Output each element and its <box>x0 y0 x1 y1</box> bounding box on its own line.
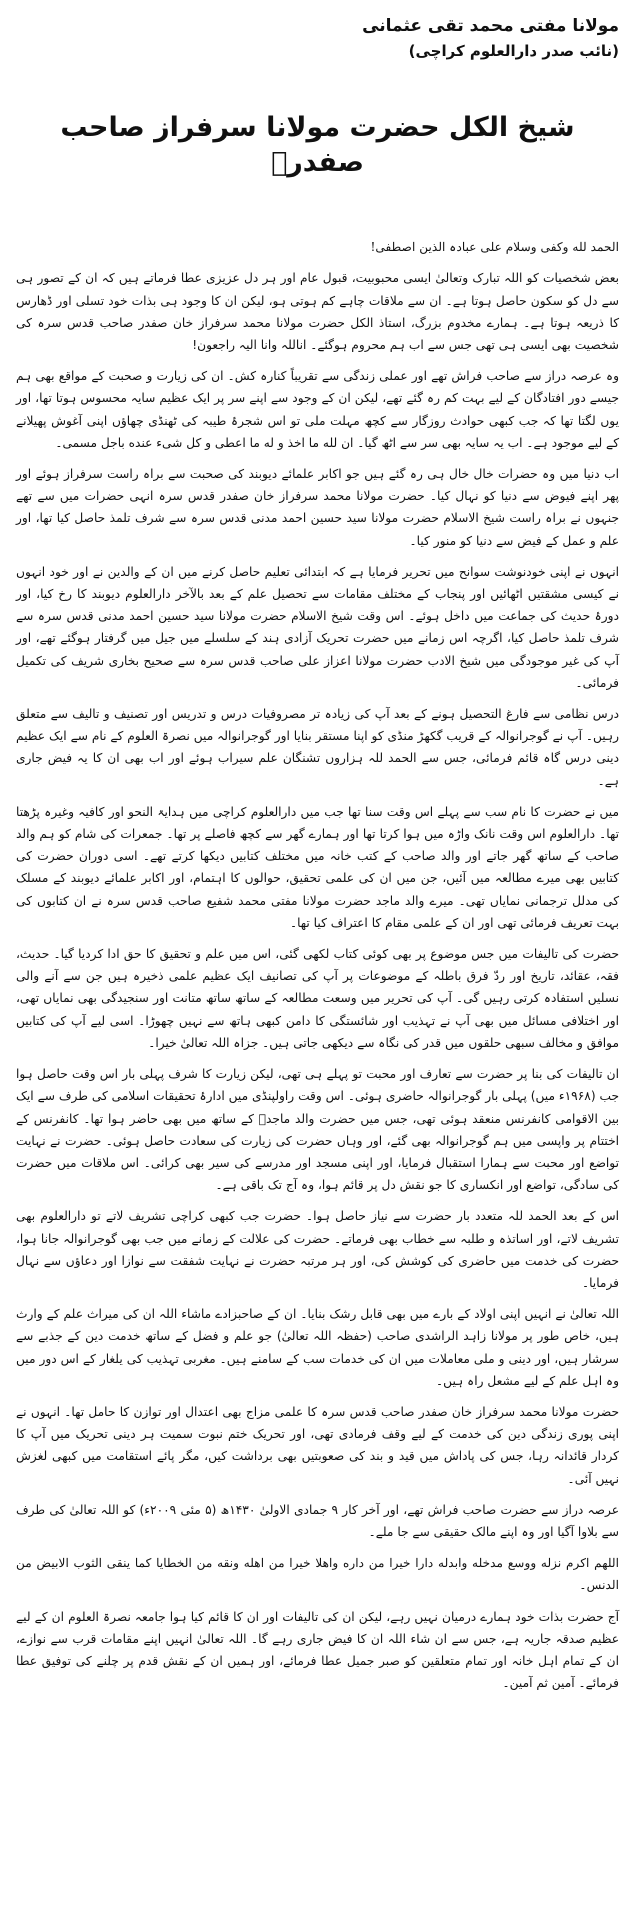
article-paragraph: حضرت مولانا محمد سرفراز خان صفدر صاحب قدس سرہ کا علمی مزاج بھی اعتدال اور توازن کا حامل تھا۔ انہوں نے اپنی پوری زندگی دین کی خدمت کے لیے وقف فرمادی تھی، اور تحریک ختم نبوت سمیت ہر دینی تحریک میں آپ کا کردار قائدانہ رہا، جس کی پاداش میں قید و بند کی صعوبتیں بھی برداشت کیں، مگر پائے استقامت میں کبھی لغزش نہیں آئی۔ <box>16 1404 619 1486</box>
author-name: مولانا مفتی محمد تقی عثمانی <box>362 16 619 36</box>
article-paragraph: اب دنیا میں وہ حضرات خال خال ہی رہ گئے ہیں جو اکابر علمائے دیوبند کی صحبت سے براہ راست سرفراز ہوئے اور پھر اپنے فیوض سے دنیا کو نہال کیا۔ حضرت مولانا محمد سرفراز خان صفدر قدس سرہ انہی حضرات میں سے تھے جنہوں نے براہ راست شیخ الاسلام حضرت مولانا سید حسین احمد مدنی قدس سرہ سے شرف تلمذ حاصل کیا تھا، اور علم و عمل کے فیض سے دنیا کو منور کیا۔ <box>16 467 619 548</box>
article-paragraph: میں نے حضرت کا نام سب سے پہلے اس وقت سنا تھا جب میں دارالعلوم کراچی میں ہدایۃ النحو اور کافیہ وغیرہ پڑھتا تھا۔ دارالعلوم اس وقت نانک واڑہ میں ہوا کرتا تھا اور ہمارے گھر سے کچھ فاصلے پر تھا۔ جمعرات کی شام کو ہم والد صاحب کے ساتھ گھر جاتے اور والد صاحب کے کتب خانہ میں مختلف کتابیں دیکھا کرتے تھے۔ اسی دوران حضرت کی کتابیں بھی میرے مطالعہ میں آئیں، جن میں ان کی علمی تحقیق، حوالوں کا اہتمام، اور اکابر علمائے دیوبند کے مسلک کی مدلل ترجمانی نمایاں تھی۔ میرے والد ماجد حضرت مولانا مفتی محمد شفیع صاحب قدس سرہ نے ان کتابوں کی بہت تعریف فرمائی تھی اور ان کے علمی مقام کا اعتراف کیا تھا۔ <box>16 804 619 930</box>
closing-dua: اللھم اکرم نزله ووسع مدخله وابدله دارا خیرا من داره واھلا خیرا من اھله ونقه من الخطایا کما ینقی الثوب الابیض من الدنس۔ <box>16 1556 619 1593</box>
article-body <box>16 236 619 1694</box>
article-paragraph: ان تالیفات کی بنا پر حضرت سے تعارف اور محبت تو پہلے ہی تھی، لیکن زیارت کا شرف پہلی بار اس وقت حاصل ہوا جب (۱۹۶۸ء میں) پہلی بار گوجرانوالہ حاضری ہوئی۔ اس وقت راولپنڈی میں ادارۂ تحقیقات اسلامی کی طرف سے ایک بین الاقوامی کانفرنس منعقد ہوئی تھی، جس میں حضرت والد ماجدؒ کے ساتھ میں بھی حاضر ہوا تھا۔ کانفرنس کے اختتام پر واپسی میں ہم گوجرانوالہ بھی گئے، اور وہاں حضرت کی زیارت کی سعادت حاصل ہوئی۔ حضرت نے نہایت تواضع اور محبت سے ہمارا استقبال فرمایا، اور اپنی مسجد اور مدرسے کی سیر بھی کرائی۔ اس ملاقات میں حضرت کی سادگی، تواضع اور انکساری کا جو نقش دل پر قائم ہوا، وہ آج تک باقی ہے۔ <box>16 1067 619 1193</box>
article-paragraph: آج حضرت بذات خود ہمارے درمیان نہیں رہے، لیکن ان کی تالیفات اور ان کا قائم کیا ہوا جامعہ نصرۃ العلوم ان کے لیے عظیم صدقہ جاریہ ہے، جس سے ان شاء اللہ ان کا فیض جاری رہے گا۔ اللہ تعالیٰ انہیں اپنے مقامات قرب سے نوازے، ان کے تمام اہل خانہ اور تمام متعلقین کو صبر جمیل عطا فرمائے، اور ہمیں ان کے نقش قدم پر چلنے کی توفیق عطا فرمائے۔ آمین ثم آمین۔ <box>16 1609 619 1691</box>
opening-praise: الحمد لله وکفی وسلام علی عبادہ الذین اصطفی! <box>370 240 619 255</box>
article-paragraph: اللہ تعالیٰ نے انہیں اپنی اولاد کے بارے میں بھی قابل رشک بنایا۔ ان کے صاحبزادے ماشاء اللہ ان کی میراث علم کے وارث ہیں، خاص طور پر مولانا زاہد الراشدی صاحب (حفظہ اللہ تعالیٰ) جو علم و فضل کے ساتھ خدمت دین کے جذبے سے سرشار ہیں، اور دینی و ملی معاملات میں ان کی خدمات سب کے سامنے ہیں۔ مغربی تہذیب کی یلغار کے اس دور میں وہ اہل علم کے لیے مشعل راہ ہیں۔ <box>16 1307 619 1388</box>
article-paragraph: وہ عرصہ دراز سے صاحب فراش تھے اور عملی زندگی سے تقریباً کنارہ کش۔ ان کی زیارت و صحبت کے مواقع بھی ہم جیسے دور افتادگان کے لیے بہت کم رہ گئے تھے، لیکن ان کے وجود سے اپنے سر پر ایک عظیم سایہ محسوس ہوتا تھا، اور یوں لگتا تھا کہ جب کبھی حوادث روزگار سے کچھ مہلت ملی تو اس شجرۂ طیبہ کی ٹھنڈی چھاؤں اپنی آغوش پھیلانے کے لیے موجود ہے۔ اب یہ سایہ بھی سر سے اٹھ گیا۔ ان لله ما اخذ و له ما اعطی و کل شیء عنده باجل مسمی۔ <box>16 369 619 450</box>
author-block <box>16 14 619 62</box>
article-paragraph: عرصہ دراز سے حضرت صاحب فراش تھے، اور آخر کار ۹ جمادی الاولیٰ ۱۴۳۰ھ (۵ مئی ۲۰۰۹ء) کو اللہ تعالیٰ کی طرف سے بلاوا آگیا اور وہ اپنے مالک حقیقی سے جا ملے۔ <box>16 1502 619 1539</box>
article-paragraph: انہوں نے اپنی خودنوشت سوانح میں تحریر فرمایا ہے کہ ابتدائی تعلیم حاصل کرنے میں ان کے والدین نے اور خود انہوں نے کیسی مشقتیں اٹھائیں اور پنجاب کے مختلف مقامات سے تحصیل علم کے بعد بالآخر دارالعلوم دیوبند کا رخ کیا، اور دورۂ حدیث کی جماعت میں داخل ہوئے۔ اس وقت شیخ الاسلام حضرت مولانا سید حسین احمد مدنی قدس سرہ سے شرف تلمذ حاصل کیا، اگرچہ اس زمانے میں حضرت تحریک آزادی ہند کے سلسلے میں جیل میں گرفتار ہوگئے تھے، اور آپ کی غیر موجودگی میں شیخ الادب حضرت مولانا اعزاز علی صاحب قدس سرہ سے صحیح بخاری شریف کی تکمیل فرمائی۔ <box>16 564 619 690</box>
article-paragraph: بعض شخصیات کو اللہ تبارک وتعالیٰ ایسی محبوبیت، قبول عام اور ہر دل عزیزی عطا فرماتے ہیں کہ ان کے تصور ہی سے دل کو سکون حاصل ہوتا ہے۔ ان سے ملاقات چاہے کم ہوتی ہو، لیکن ان کا وجود ہی بذات خود تسلی اور ڈھارس کا ذریعہ ہوتا ہے۔ ہمارے مخدوم بزرگ، استاذ الکل حضرت مولانا محمد سرفراز خان صفدر صاحب قدس سرہ کی شخصیت بھی ایسی ہی تھی جس سے اب ہم محروم ہوگئے۔ اناللہ وانا الیہ راجعون! <box>16 271 619 352</box>
article-title: شیخ الکل حضرت مولانا سرفراز صاحب صفدرؒ <box>60 112 575 179</box>
article-paragraph: حضرت کی تالیفات میں جس موضوع پر بھی کوئی کتاب لکھی گئی، اس میں علم و تحقیق کا حق ادا کردیا گیا۔ حدیث، فقہ، عقائد، تاریخ اور ردّ فرق باطلہ کے موضوعات پر آپ کی تصانیف ایک عظیم علمی ذخیرہ ہیں جن سے آنے والی نسلیں استفادہ کرتی رہیں گی۔ آپ کی تحریر میں وسعت مطالعہ کے ساتھ ساتھ متانت اور سنجیدگی بھی نمایاں تھی، اور اختلافی مسائل میں بھی آپ نے تہذیب اور شائستگی کا دامن کبھی ہاتھ سے نہیں چھوڑا۔ اسی لیے آپ کی کتابیں موافق و مخالف سبھی حلقوں میں قدر کی نگاہ سے دیکھی جاتی ہیں۔ جزاہ اللہ تعالیٰ خیرا۔ <box>16 947 619 1050</box>
author-role: (نائب صدر دارالعلوم کراچی) <box>408 41 619 60</box>
article-paragraph: درس نظامی سے فارغ التحصیل ہونے کے بعد آپ کی زیادہ تر مصروفیات درس و تدریس اور تصنیف و تالیف سے متعلق رہیں۔ آپ نے گوجرانوالہ کے قریب گکھڑ منڈی کو اپنا مستقر بنایا اور گوجرانوالہ میں نصرۃ العلوم کے نام سے ایک عظیم دینی درس گاہ قائم فرمائی، جس سے الحمد للہ ہزاروں تشنگان علم سیراب ہوئے اور اب بھی ان کا یہ فیض جاری ہے۔ <box>16 707 619 788</box>
article-paragraph: اس کے بعد الحمد للہ متعدد بار حضرت سے نیاز حاصل ہوا۔ حضرت جب کبھی کراچی تشریف لاتے تو دارالعلوم بھی تشریف لاتے، اور اساتذہ و طلبہ سے خطاب بھی فرماتے۔ حضرت کی علالت کے زمانے میں جب بھی گوجرانوالہ جانا ہوا، حضرت کی خدمت میں حاضری کی کوشش کی، اور ہر مرتبہ حضرت نے نہایت شفقت سے نوازا اور دعاؤں سے نہال فرمایا۔ <box>16 1209 619 1290</box>
